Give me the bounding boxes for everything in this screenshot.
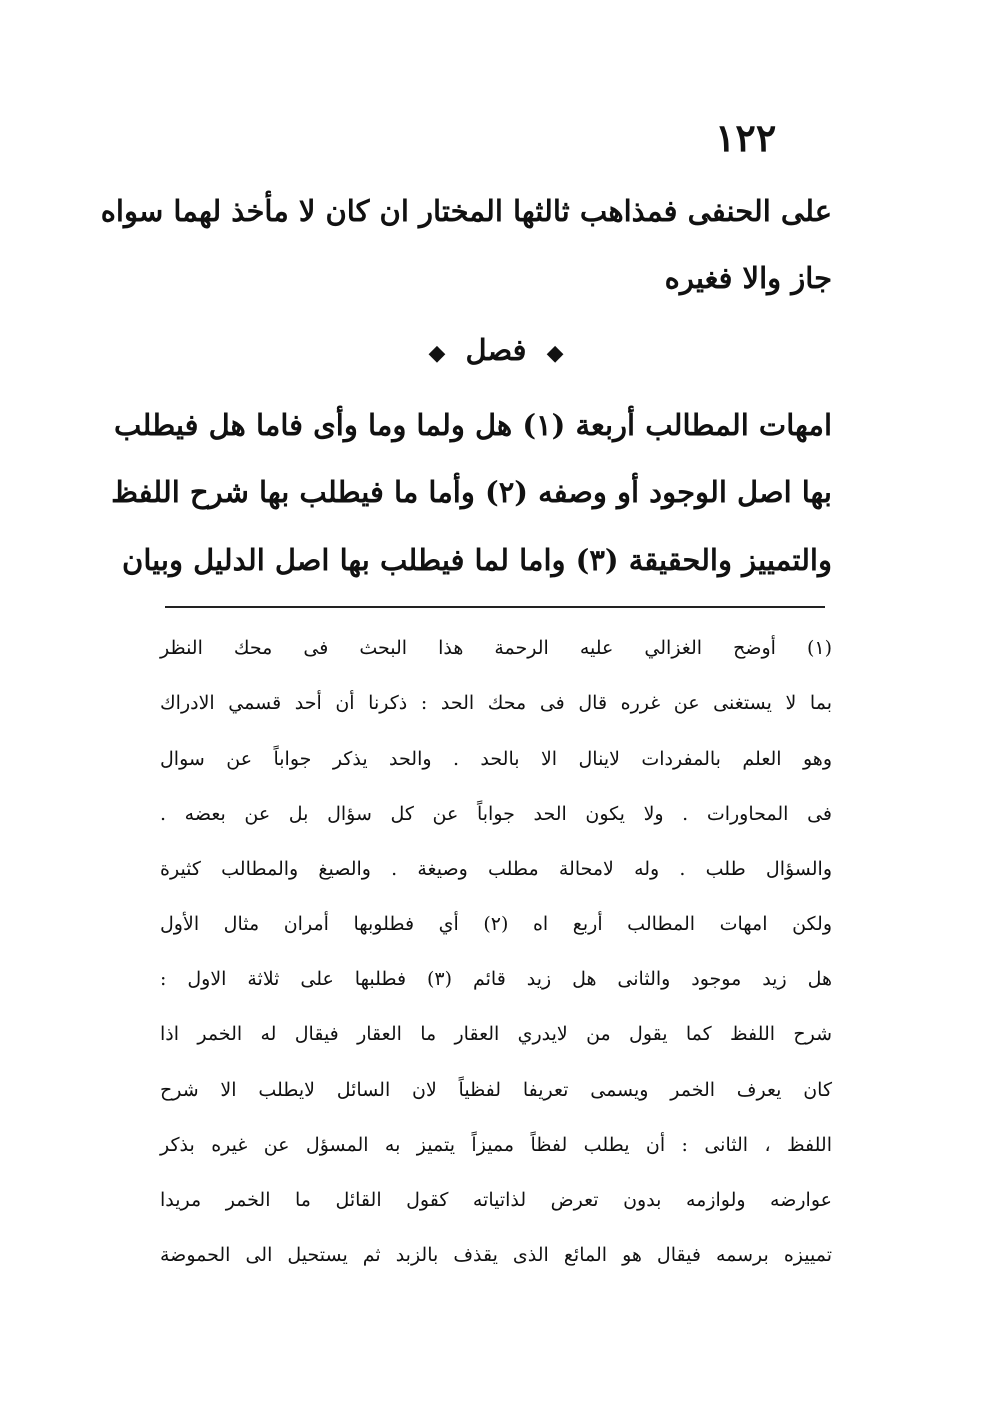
footnote-divider [165, 606, 825, 608]
body-line: والتمييز والحقيقة (٣) واما لما فيطلب بها اصل الدليل وبيان [122, 543, 832, 577]
footnote-line: وهو العلم بالمفردات لاينال الا بالحد . والحد يذكر جواباً عن سوال [160, 748, 832, 770]
footnote-line: شرح اللفظ كما يقول من لايدري العقار ما العقار فيقال له الخمر اذا [160, 1023, 832, 1045]
footnote-line: (١) أوضح الغزالي عليه الرحمة هذا البحث فى محك النظر [160, 637, 832, 659]
body-line: بها اصل الوجود أو وصفه (٢) وأما ما فيطلب بها شرح اللفظ [111, 475, 832, 509]
footnote-line: كان يعرف الخمر ويسمى تعريفا لفظياً لان السائل لايطلب الا شرح [160, 1079, 832, 1101]
footnote-line: والسؤال طلب . وله لامحالة مطلب وصيغة . والصيغ والمطالب كثيرة [160, 858, 832, 880]
page-number: ١٢٢ [715, 115, 777, 160]
section-heading-text: فصل [465, 333, 527, 367]
footnote-line: هل زيد موجود والثانى هل زيد قائم (٣) فطلبها على ثلاثة الاول : [160, 968, 832, 990]
footnote-line: عوارضه ولوازمه بدون تعرض لذاتياته كقول القائل ما الخمر مريدا [160, 1189, 832, 1211]
footnote-line: تمييزه برسمه فيقال هو المائع الذى يقذف بالزبد ثم يستحيل الى الحموضة [160, 1244, 832, 1266]
section-heading [0, 325, 992, 378]
footnote-line: اللفظ ، الثانى : أن يطلب لفظاً مميزاً يتميز به المسؤل عن غيره بذكر [160, 1134, 832, 1156]
top-line: جاز والا فغيره [664, 261, 832, 295]
top-line: على الحنفى فمذاهب ثالثها المختار ان كان لا مأخذ لهما سواه [100, 194, 832, 228]
body-line: امهات المطالب أربعة (١) هل ولما وما وأى فاما هل فيطلب [114, 408, 832, 442]
footnote-line: فى المحاورات . ولا يكون الحد جواباً عن كل سؤال بل عن بعضه . [160, 803, 832, 825]
ornament-icon: ◆ [428, 340, 446, 366]
ornament-icon: ◆ [546, 340, 564, 366]
footnote-line: بما لا يستغنى عن غرره قال فى محك الحد : ذكرنا أن أحد قسمي الادراك [160, 692, 832, 714]
footnote-line: ولكن امهات المطالب أربع اه (٢) أي فطلوبها أمران مثال الأول [160, 913, 832, 935]
